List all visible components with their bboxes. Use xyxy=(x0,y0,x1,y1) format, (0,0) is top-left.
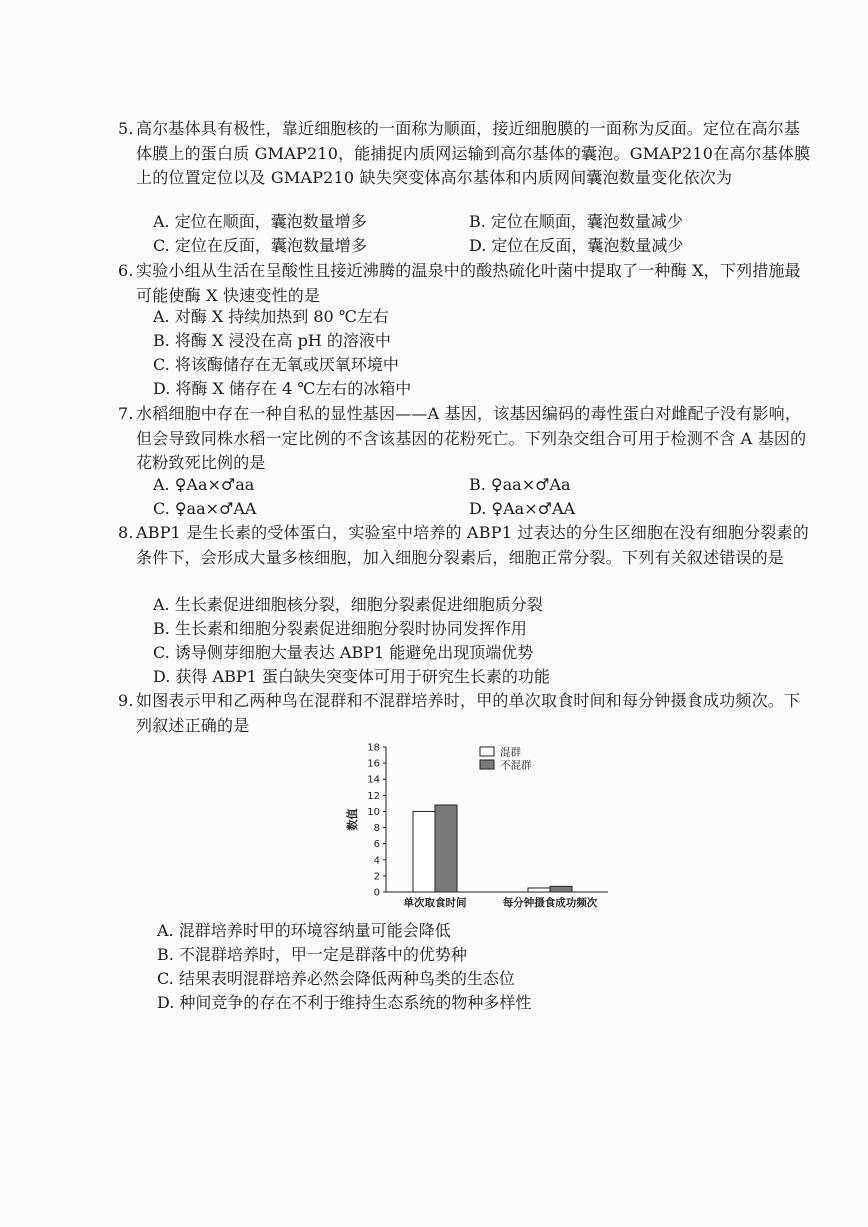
option-c: C. 诱导侧芽细胞大量表达 ABP1 能避免出现顶端优势 xyxy=(153,643,534,662)
option-c: C. 结果表明混群培养必然会降低两种鸟类的生态位 xyxy=(157,969,515,988)
question-9 xyxy=(118,689,811,738)
bar-chart-svg xyxy=(340,735,620,915)
bar-chart xyxy=(340,735,620,915)
question-6 xyxy=(118,259,811,308)
question-number: 9. xyxy=(118,691,134,710)
legend-label: 不混群 xyxy=(500,759,532,772)
y-tick-label: 12 xyxy=(367,790,380,802)
question-number: 5. xyxy=(118,119,134,138)
bar-unmixed xyxy=(435,805,457,892)
y-tick-label: 10 xyxy=(367,806,380,818)
y-tick-label: 16 xyxy=(367,758,380,770)
question-stem: 实验小组从生活在呈酸性且接近沸腾的温泉中的酸热硫化叶菌中提取了一种酶 X，下列措施最可能使酶 X 快速变性的是 xyxy=(136,261,801,305)
question-stem: ABP1 是生长素的受体蛋白，实验室中培养的 ABP1 过表达的分生区细胞在没有细胞分裂素的条件下，会形成大量多核细胞，加入细胞分裂素后，细胞正常分裂。下列有关叙述错误的是 xyxy=(136,523,809,567)
bar-mixed xyxy=(413,811,435,892)
option-a: A. 定位在顺面，囊泡数量增多 xyxy=(153,212,367,231)
y-axis-label: 数值 xyxy=(346,808,359,831)
option-b: B. ♀aa×♂Aa xyxy=(469,475,571,494)
legend-swatch xyxy=(480,747,494,756)
y-tick-label: 14 xyxy=(367,774,380,786)
legend-label: 混群 xyxy=(500,746,521,759)
option-d: D. 获得 ABP1 蛋白缺失突变体可用于研究生长素的功能 xyxy=(153,667,550,686)
question-number: 7. xyxy=(118,404,134,423)
x-category-label: 每分钟摄食成功频次 xyxy=(502,897,598,909)
y-tick-label: 6 xyxy=(373,839,380,851)
bar-unmixed xyxy=(550,886,572,892)
option-c: C. 定位在反面，囊泡数量增多 xyxy=(153,236,367,255)
question-number: 6. xyxy=(118,261,134,280)
option-b: B. 生长素和细胞分裂素促进细胞分裂时协同发挥作用 xyxy=(153,619,527,638)
option-c: C. 将该酶储存在无氧或厌氧环境中 xyxy=(153,355,399,374)
option-b: B. 将酶 X 浸没在高 pH 的溶液中 xyxy=(153,331,391,350)
bar-mixed xyxy=(528,888,550,892)
option-a: A. 对酶 X 持续加热到 80 ℃左右 xyxy=(153,307,389,326)
question-stem: 水稻细胞中存在一种自私的显性基因——A 基因，该基因编码的毒性蛋白对雌配子没有影响，但会导致同株水稻一定比例的不含该基因的花粉死亡。下列杂交组合可用于检测不含 A 基因的花粉致死比例的是 xyxy=(136,404,807,472)
x-category-label: 单次取食时间 xyxy=(403,897,467,909)
question-stem: 高尔基体具有极性，靠近细胞核的一面称为顺面，接近细胞膜的一面称为反面。定位在高尔基体膜上的蛋白质 GMAP210，能捕捉内质网运输到高尔基体的囊泡。GMAP210在高尔基体膜上的位置定位以及 GMAP210 缺失突变体高尔基体和内质网间囊泡数量变化依次为 xyxy=(136,119,811,187)
option-d: D. 种间竞争的存在不利于维持生态系统的物种多样性 xyxy=(157,993,532,1012)
question-stem: 如图表示甲和乙两种鸟在混群和不混群培养时，甲的单次取食时间和每分钟摄食成功频次。下列叙述正确的是 xyxy=(136,691,801,735)
option-a: A. ♀Aa×♂aa xyxy=(153,475,255,494)
option-b: B. 不混群培养时，甲一定是群落中的优势种 xyxy=(157,945,467,964)
question-number: 8. xyxy=(118,523,134,542)
option-d: D. 定位在反面，囊泡数量减少 xyxy=(469,236,684,255)
option-a: A. 生长素促进细胞核分裂，细胞分裂素促进细胞质分裂 xyxy=(153,595,543,614)
legend-swatch xyxy=(480,760,494,769)
y-tick-label: 4 xyxy=(373,855,380,867)
option-a: A. 混群培养时甲的环境容纳量可能会降低 xyxy=(157,921,451,940)
option-c: C. ♀aa×♂AA xyxy=(153,499,257,518)
question-5 xyxy=(118,117,811,191)
y-tick-label: 2 xyxy=(373,871,380,883)
y-tick-label: 18 xyxy=(367,742,380,754)
option-d: D. ♀Aa×♂AA xyxy=(469,499,576,518)
option-b: B. 定位在顺面，囊泡数量减少 xyxy=(469,212,683,231)
y-tick-label: 8 xyxy=(373,823,380,835)
question-8 xyxy=(118,521,811,570)
question-7 xyxy=(118,402,811,476)
option-d: D. 将酶 X 储存在 4 ℃左右的冰箱中 xyxy=(153,379,412,398)
y-tick-label: 0 xyxy=(373,887,380,899)
